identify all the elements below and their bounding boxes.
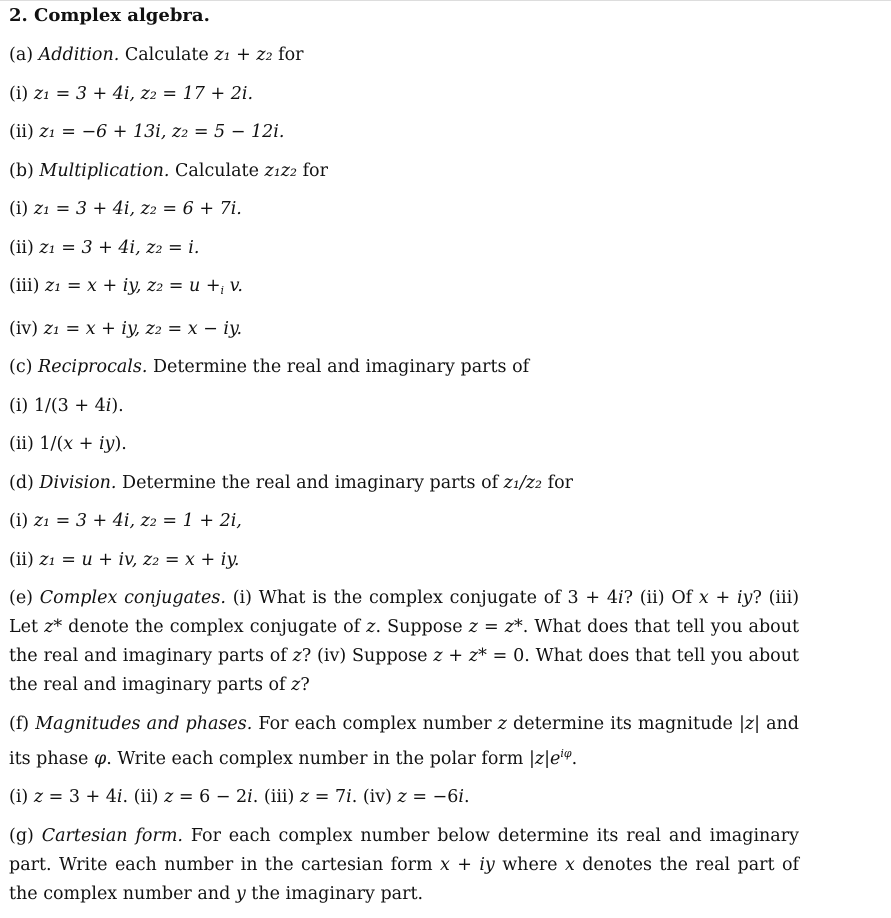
math-segment: z xyxy=(366,617,376,637)
math-segment: φ xyxy=(93,748,107,769)
addition-i xyxy=(9,80,799,109)
italic-label: Cartesian form. xyxy=(41,825,183,846)
text-segment: (c) xyxy=(9,357,39,377)
math-segment: e xyxy=(549,748,561,769)
magnitudes-heading xyxy=(9,710,799,774)
text-segment: (i) What is the complex conjugate of 3 + 4 xyxy=(225,588,618,608)
text-segment: = 6 − 2 xyxy=(173,787,248,807)
text-segment: . Suppose xyxy=(375,617,469,637)
section-title: 2. Complex algebra. xyxy=(9,5,210,26)
text-segment: (e) xyxy=(9,588,40,608)
math-segment: z + z* xyxy=(433,646,487,666)
text-segment: where xyxy=(494,854,565,875)
math-segment: i xyxy=(105,395,112,416)
text-segment: For each complex number xyxy=(252,713,498,734)
multiplication-iv xyxy=(9,315,799,344)
text-segment: (i) xyxy=(9,199,34,219)
text-segment: . Write each complex number in the polar form | xyxy=(106,748,535,769)
addition-heading xyxy=(9,41,799,70)
text-segment: denote the complex conjugate of xyxy=(62,617,367,637)
addition-ii xyxy=(9,118,799,147)
italic-label: Addition. xyxy=(38,45,120,65)
text-segment: (d) xyxy=(9,472,40,493)
text-segment: . (iv) xyxy=(351,787,398,807)
text-segment: | and its phase xyxy=(9,713,799,769)
math-segment: z₁ = 3 + 4i, z₂ = 1 + 2i, xyxy=(33,511,242,531)
text-segment: . What does that tell you about the real and imaginary parts of xyxy=(9,617,800,666)
math-segment: y xyxy=(235,883,246,904)
math-segment: i xyxy=(617,588,624,608)
reciprocals-i xyxy=(9,392,799,421)
math-segment: z* xyxy=(44,617,63,637)
math-segment: z₁ = −6 + 13i, z₂ = 5 − 12i. xyxy=(39,122,285,142)
text-segment: determine its magnitude | xyxy=(506,713,745,734)
math-segment: x + iy xyxy=(440,854,495,875)
division-heading xyxy=(9,469,799,498)
magnitudes-items xyxy=(9,783,799,812)
text-segment: . xyxy=(463,787,470,807)
math-segment: z₁ = 3 + 4i, z₂ = 6 + 7i. xyxy=(33,199,242,219)
text-segment: ). xyxy=(111,395,124,416)
text-segment: (ii) xyxy=(9,122,40,142)
text-segment: (i) xyxy=(9,787,34,807)
text-segment: = 7 xyxy=(309,787,347,807)
multiplication-heading xyxy=(9,157,799,186)
text-segment: (ii) xyxy=(9,237,40,258)
conjugates xyxy=(9,584,799,700)
text-segment: (i) xyxy=(9,83,34,104)
problem-list xyxy=(9,41,799,909)
text-segment: ). xyxy=(114,434,127,454)
italic-label: Division. xyxy=(39,472,117,493)
text-segment: the imaginary part. xyxy=(245,883,424,904)
math-segment: x + iy xyxy=(698,588,753,608)
math-segment: z₁ = 3 + 4i, z₂ = i. xyxy=(39,237,200,258)
text-segment: (iv) xyxy=(9,318,44,339)
text-segment: (ii) 1/( xyxy=(9,434,64,454)
text-segment: for xyxy=(542,472,573,493)
math-segment: z xyxy=(397,787,407,807)
math-segment: z₁ = 3 + 4i, z₂ = 17 + 2i. xyxy=(33,83,254,104)
math-segment: i xyxy=(346,787,352,807)
math-segment: z₁ = u + iv, z₂ = x + iy. xyxy=(39,549,240,570)
math-segment: x xyxy=(564,854,575,875)
italic-label: Magnitudes and phases. xyxy=(35,713,253,734)
math-segment: z xyxy=(291,675,301,695)
math-segment: z₁ = x + iy, z₂ = x − iy. xyxy=(43,318,243,339)
multiplication-iii xyxy=(9,272,799,305)
text-segment: (g) xyxy=(9,825,42,846)
text-segment: denotes the real part of the complex number and xyxy=(9,854,799,904)
math-segment: z xyxy=(292,646,302,666)
math-segment: z = z* xyxy=(468,617,523,637)
text-segment: (i) xyxy=(9,511,34,531)
text-segment: ? (ii) Of xyxy=(623,588,699,608)
math-segment: x + iy xyxy=(63,434,115,454)
text-segment: Calculate xyxy=(169,160,265,181)
text-segment: (ii) xyxy=(9,549,40,570)
math-segment: i xyxy=(247,787,253,807)
math-segment: i xyxy=(220,284,225,297)
text-segment: Determine the real and imaginary parts of xyxy=(116,472,504,493)
math-segment: z xyxy=(299,787,310,807)
math-segment: z₁z₂ xyxy=(264,160,297,181)
text-segment: Calculate xyxy=(119,45,215,65)
math-segment: z xyxy=(534,748,545,769)
text-segment: (f) xyxy=(9,713,36,734)
text-segment: ? (iii) Let xyxy=(9,588,800,637)
text-segment: For each complex number below determine its real and imaginary part. Write each number in the cartesian form xyxy=(9,825,799,875)
division-i xyxy=(9,507,799,536)
text-segment: | xyxy=(544,748,550,769)
reciprocals-ii xyxy=(9,430,799,459)
multiplication-ii xyxy=(9,234,799,263)
text-segment: (b) xyxy=(9,160,40,181)
document xyxy=(9,3,799,918)
math-segment: z xyxy=(33,787,44,807)
text-segment: . (ii) xyxy=(122,787,165,807)
math-segment: z xyxy=(744,713,755,734)
math-segment: z xyxy=(497,713,507,734)
italic-label: Complex conjugates. xyxy=(39,588,226,608)
math-segment: i xyxy=(116,787,123,807)
text-segment: = 0. What does that tell you about the real and imaginary parts of xyxy=(9,646,800,695)
text-segment: Determine the real and imaginary parts of xyxy=(147,357,530,377)
cartesian-heading xyxy=(9,822,799,909)
italic-label: Reciprocals. xyxy=(38,357,148,377)
text-segment: ? (iv) Suppose xyxy=(301,646,434,666)
reciprocals-heading xyxy=(9,353,799,382)
text-segment: for xyxy=(297,160,328,181)
multiplication-i xyxy=(9,195,799,224)
math-segment: v. xyxy=(224,276,243,296)
division-ii xyxy=(9,546,799,575)
text-segment: = −6 xyxy=(406,787,459,807)
math-segment: z₁ = x + iy, z₂ = u + xyxy=(45,276,221,296)
text-segment: . xyxy=(571,748,578,769)
math-segment: z xyxy=(164,787,174,807)
italic-label: Multiplication. xyxy=(39,160,170,181)
text-segment: for xyxy=(272,45,304,65)
math-segment: i xyxy=(458,787,464,807)
text-segment: = 3 + 4 xyxy=(43,787,117,807)
text-segment: (i) 1/(3 + 4 xyxy=(9,395,106,416)
text-segment: (a) xyxy=(9,45,39,65)
text-segment: . (iii) xyxy=(252,787,300,807)
text-segment: (iii) xyxy=(9,276,46,296)
math-segment: iφ xyxy=(560,746,572,760)
math-segment: z₁ + z₂ xyxy=(214,45,273,65)
text-segment: ? xyxy=(300,675,310,695)
math-segment: z₁/z₂ xyxy=(503,472,543,493)
